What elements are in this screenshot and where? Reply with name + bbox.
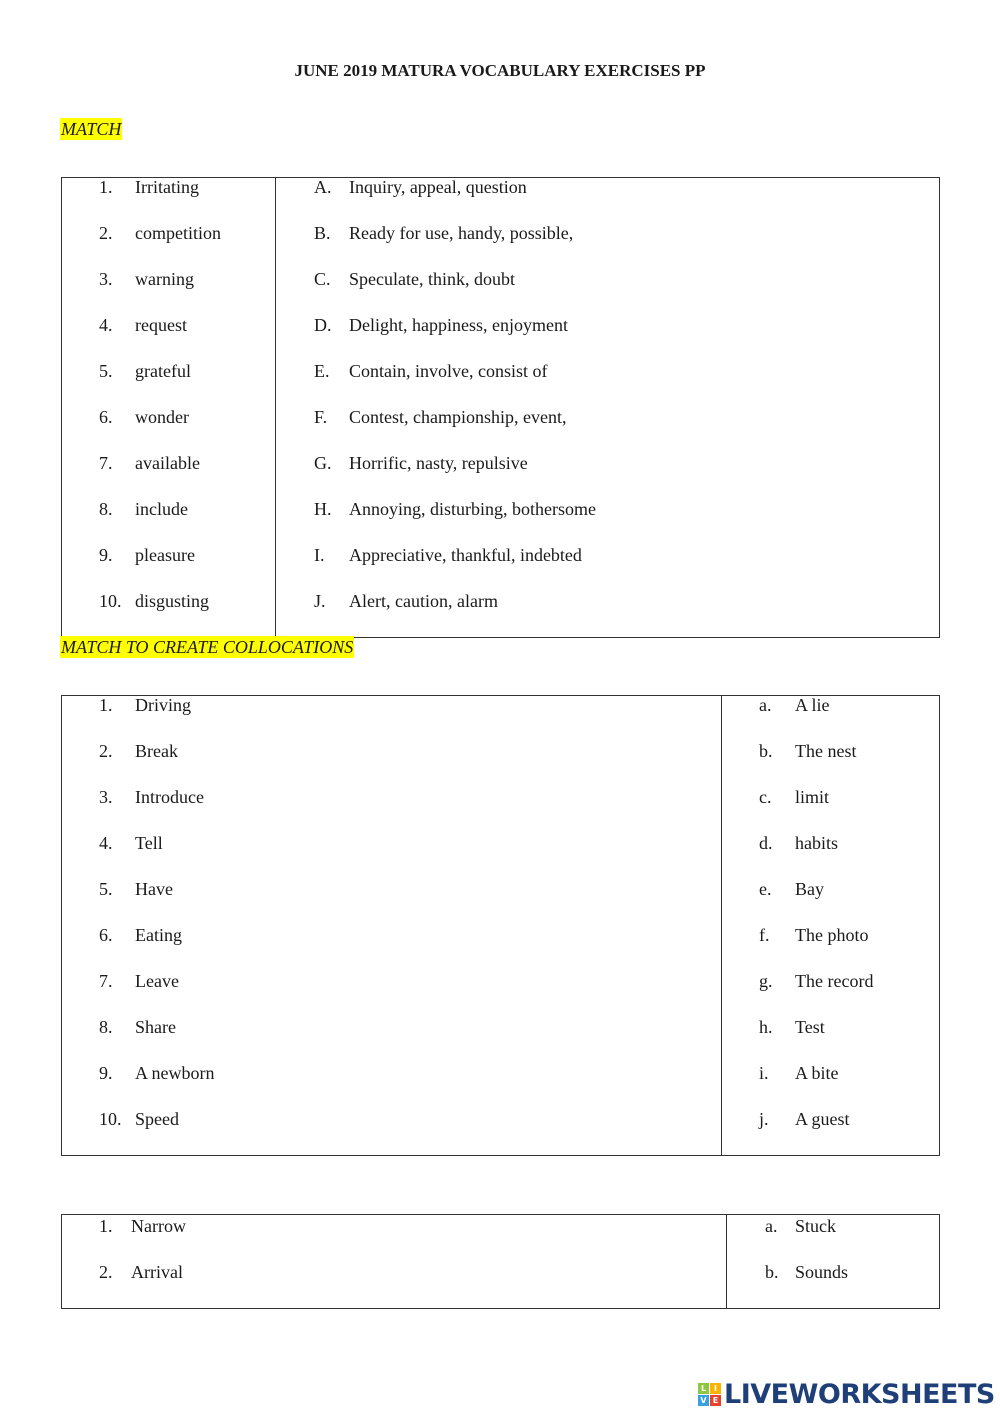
left-item-text: A newborn xyxy=(135,1063,215,1083)
right-item-text: Annoying, disturbing, bothersome xyxy=(349,499,596,519)
left-item-marker: 7. xyxy=(99,453,113,473)
left-item-text: Leave xyxy=(135,971,179,991)
left-item-text: pleasure xyxy=(135,545,195,565)
left-item-text: disgusting xyxy=(135,591,210,611)
right-item-marker: I. xyxy=(314,545,325,565)
column-divider xyxy=(721,696,722,1155)
left-item-text: warning xyxy=(135,269,194,289)
left-item-text: Tell xyxy=(135,833,163,853)
column-divider xyxy=(275,178,276,637)
right-item-marker: J. xyxy=(314,591,326,611)
right-item-text: Horrific, nasty, repulsive xyxy=(349,453,528,473)
left-item-marker: 6. xyxy=(99,407,113,427)
right-item-marker: A. xyxy=(314,177,332,197)
right-item-marker: a. xyxy=(759,695,772,715)
right-item-marker: F. xyxy=(314,407,328,427)
left-item-marker: 8. xyxy=(99,499,113,519)
right-item-marker: b. xyxy=(759,741,773,761)
logo-letter: L xyxy=(698,1383,709,1394)
logo-letter: E xyxy=(710,1395,721,1406)
left-item-marker: 2. xyxy=(99,741,113,761)
left-item-text: Irritating xyxy=(135,177,199,197)
left-item-text: Speed xyxy=(135,1109,179,1129)
right-item-text: Test xyxy=(795,1017,825,1037)
right-item-marker: f. xyxy=(759,925,770,945)
right-item-marker: B. xyxy=(314,223,331,243)
right-item-text: Bay xyxy=(795,879,824,899)
right-item-text: Sounds xyxy=(795,1262,849,1282)
left-item-text: Share xyxy=(135,1017,176,1037)
right-item-text: Delight, happiness, enjoyment xyxy=(349,315,568,335)
right-item-marker: G. xyxy=(314,453,332,473)
left-item-marker: 5. xyxy=(99,361,113,381)
left-item-marker: 4. xyxy=(99,833,113,853)
left-item-text: Arrival xyxy=(131,1262,183,1282)
right-item-marker: d. xyxy=(759,833,773,853)
left-item-marker: 3. xyxy=(99,269,113,289)
left-item-marker: 10. xyxy=(99,591,122,611)
right-item-marker: c. xyxy=(759,787,772,807)
right-item-text: Contain, involve, consist of xyxy=(349,361,548,381)
right-item-text: The record xyxy=(795,971,874,991)
section-heading-match: MATCH xyxy=(61,119,122,139)
left-item-marker: 4. xyxy=(99,315,113,335)
right-item-text: Speculate, think, doubt xyxy=(349,269,515,289)
section-heading-collocations: MATCH TO CREATE COLLOCATIONS xyxy=(61,637,354,657)
left-item-marker: 1. xyxy=(99,695,113,715)
right-item-text: Alert, caution, alarm xyxy=(349,591,498,611)
left-item-marker: 7. xyxy=(99,971,113,991)
right-item-marker: j. xyxy=(759,1109,769,1129)
left-item-marker: 9. xyxy=(99,1063,113,1083)
right-item-marker: e. xyxy=(759,879,772,899)
logo-text: LIVEWORKSHEETS xyxy=(724,1379,995,1410)
collocations-table-2 xyxy=(61,1214,940,1309)
right-item-text: Stuck xyxy=(795,1216,837,1236)
column-divider xyxy=(726,1215,727,1308)
page-title: JUNE 2019 MATURA VOCABULARY EXERCISES PP xyxy=(294,61,706,80)
left-item-marker: 6. xyxy=(99,925,113,945)
left-item-marker: 10. xyxy=(99,1109,122,1129)
left-item-text: request xyxy=(135,315,187,335)
logo-icon xyxy=(698,1383,721,1406)
left-item-marker: 8. xyxy=(99,1017,113,1037)
right-item-marker: D. xyxy=(314,315,332,335)
left-item-marker: 3. xyxy=(99,787,113,807)
right-item-text: The nest xyxy=(795,741,857,761)
logo-letter: V xyxy=(698,1395,709,1406)
liveworksheets-logo xyxy=(698,1379,995,1410)
right-item-text: A bite xyxy=(795,1063,839,1083)
left-item-text: wonder xyxy=(135,407,189,427)
right-item-text: habits xyxy=(795,833,838,853)
left-item-text: competition xyxy=(135,223,221,243)
left-item-marker: 1. xyxy=(99,177,113,197)
logo-letter: I xyxy=(710,1383,721,1394)
left-item-marker: 5. xyxy=(99,879,113,899)
left-item-text: Driving xyxy=(135,695,191,715)
left-item-text: include xyxy=(135,499,188,519)
left-item-marker: 2. xyxy=(99,223,113,243)
left-item-marker: 1. xyxy=(99,1216,113,1236)
right-item-marker: C. xyxy=(314,269,331,289)
left-item-text: Eating xyxy=(135,925,182,945)
right-item-marker: g. xyxy=(759,971,773,991)
right-item-text: Inquiry, appeal, question xyxy=(349,177,527,197)
left-item-text: available xyxy=(135,453,200,473)
left-item-marker: 2. xyxy=(99,1262,113,1282)
right-item-text: Appreciative, thankful, indebted xyxy=(349,545,582,565)
left-item-text: Narrow xyxy=(131,1216,186,1236)
collocations-table xyxy=(61,695,940,1156)
right-item-text: limit xyxy=(795,787,830,807)
left-item-text: grateful xyxy=(135,361,191,381)
match-table xyxy=(61,177,940,638)
left-item-text: Have xyxy=(135,879,173,899)
right-item-marker: h. xyxy=(759,1017,773,1037)
right-item-text: A guest xyxy=(795,1109,850,1129)
right-item-marker: i. xyxy=(759,1063,769,1083)
left-item-text: Introduce xyxy=(135,787,204,807)
right-item-marker: E. xyxy=(314,361,330,381)
right-item-marker: a. xyxy=(765,1216,778,1236)
right-item-text: A lie xyxy=(795,695,830,715)
right-item-text: Ready for use, handy, possible, xyxy=(349,223,574,243)
right-item-marker: H. xyxy=(314,499,332,519)
right-item-text: Contest, championship, event, xyxy=(349,407,567,427)
right-item-marker: b. xyxy=(765,1262,779,1282)
left-item-text: Break xyxy=(135,741,178,761)
right-item-text: The photo xyxy=(795,925,869,945)
left-item-marker: 9. xyxy=(99,545,113,565)
